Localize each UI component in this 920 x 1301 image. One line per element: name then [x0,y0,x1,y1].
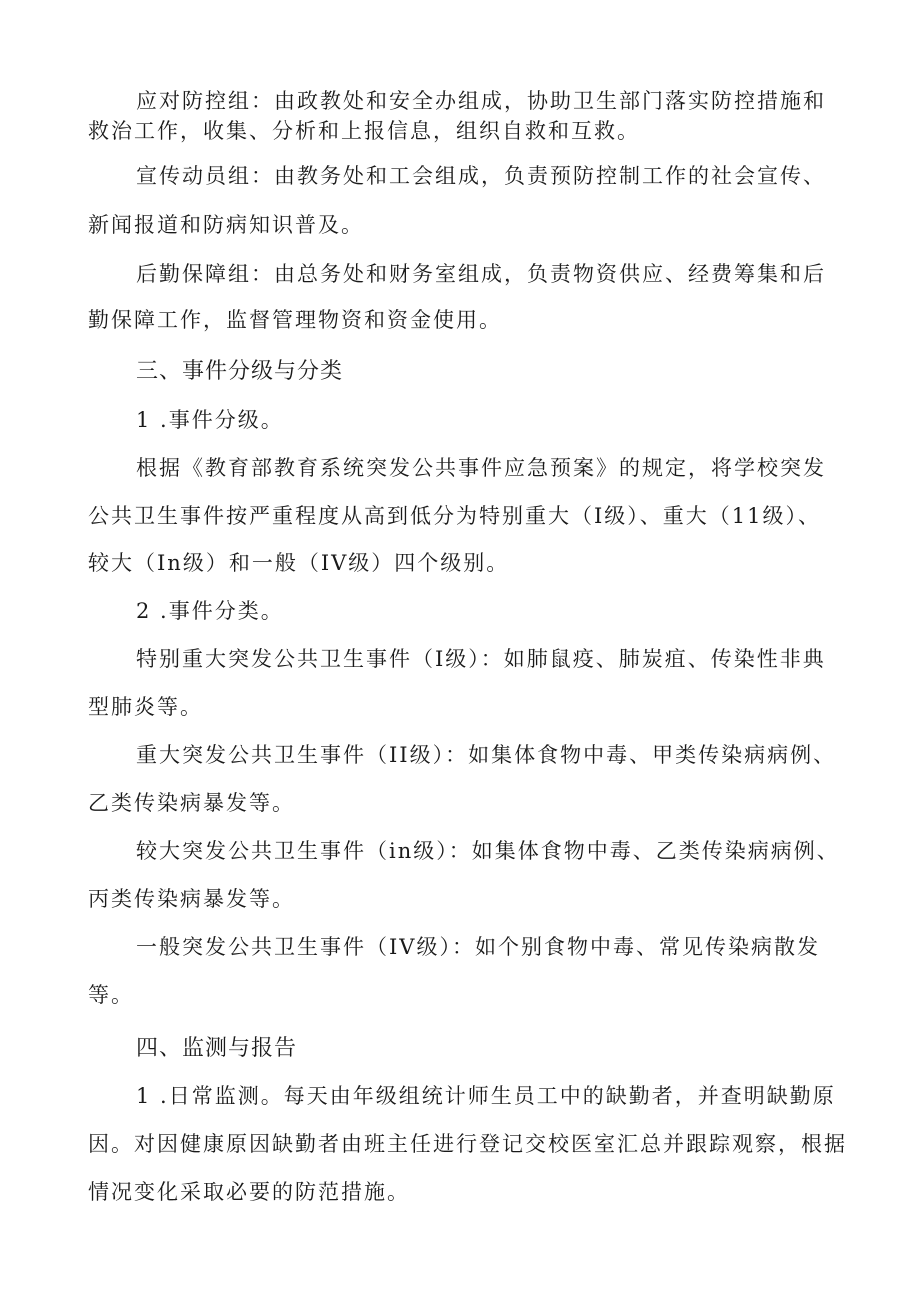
text-line: 情况变化采取必要的防范措施。 [88,1180,410,1204]
subsection-title: 2 .事件分类。 [136,599,284,623]
text-line: 新闻报道和防病知识普及。 [88,213,364,237]
text-line: 重大突发公共卫生事件（II级）：如集体食物中毒、甲类传染病病例、 [136,743,837,767]
text-line: 丙类传染病暴发等。 [88,887,295,911]
text-line: 应对防控组：由政教处和安全办组成，协助卫生部门落实防控措施和 [136,89,826,113]
text-line: 因。对因健康原因缺勤者由班主任进行登记交校医室汇总并跟踪观察，根据 [88,1132,847,1156]
text-line: 较大（In级）和一般（IV级）四个级别。 [88,551,510,575]
text-line: 特别重大突发公共卫生事件（I级）：如肺鼠疫、肺炭疽、传染性非典 [136,647,826,671]
text-line: 宣传动员组：由教务处和工会组成，负责预防控制工作的社会宣传、 [136,164,826,188]
subsection-title: 1 .事件分级。 [136,408,284,432]
text-line: 救治工作，收集、分析和上报信息，组织自救和互救。 [88,119,640,143]
subsection-title: 1 .日常监测。每天由年级组统计师生员工中的缺勤者，并查明缺勤原 [136,1084,836,1108]
text-line: 一般突发公共卫生事件（IV级）：如个别食物中毒、常见传染病散发 [136,935,820,959]
text-line: 型肺炎等。 [88,695,203,719]
text-line: 勤保障工作，监督管理物资和资金使用。 [88,308,502,332]
text-line: 后勤保障组：由总务处和财务室组成，负责物资供应、经费筹集和后 [136,262,826,286]
section-heading: 四、监测与报告 [136,1036,298,1061]
section-heading: 三、事件分级与分类 [136,359,344,384]
text-line: 根据《教育部教育系统突发公共事件应急预案》的规定，将学校突发 [136,456,826,480]
text-line: 公共卫生事件按严重程度从高到低分为特别重大（I级）、重大（11级）、 [88,504,822,528]
text-line: 乙类传染病暴发等。 [88,791,295,815]
text-line: 等。 [88,983,134,1007]
text-line: 较大突发公共卫生事件（in级）：如集体食物中毒、乙类传染病病例、 [136,839,840,863]
